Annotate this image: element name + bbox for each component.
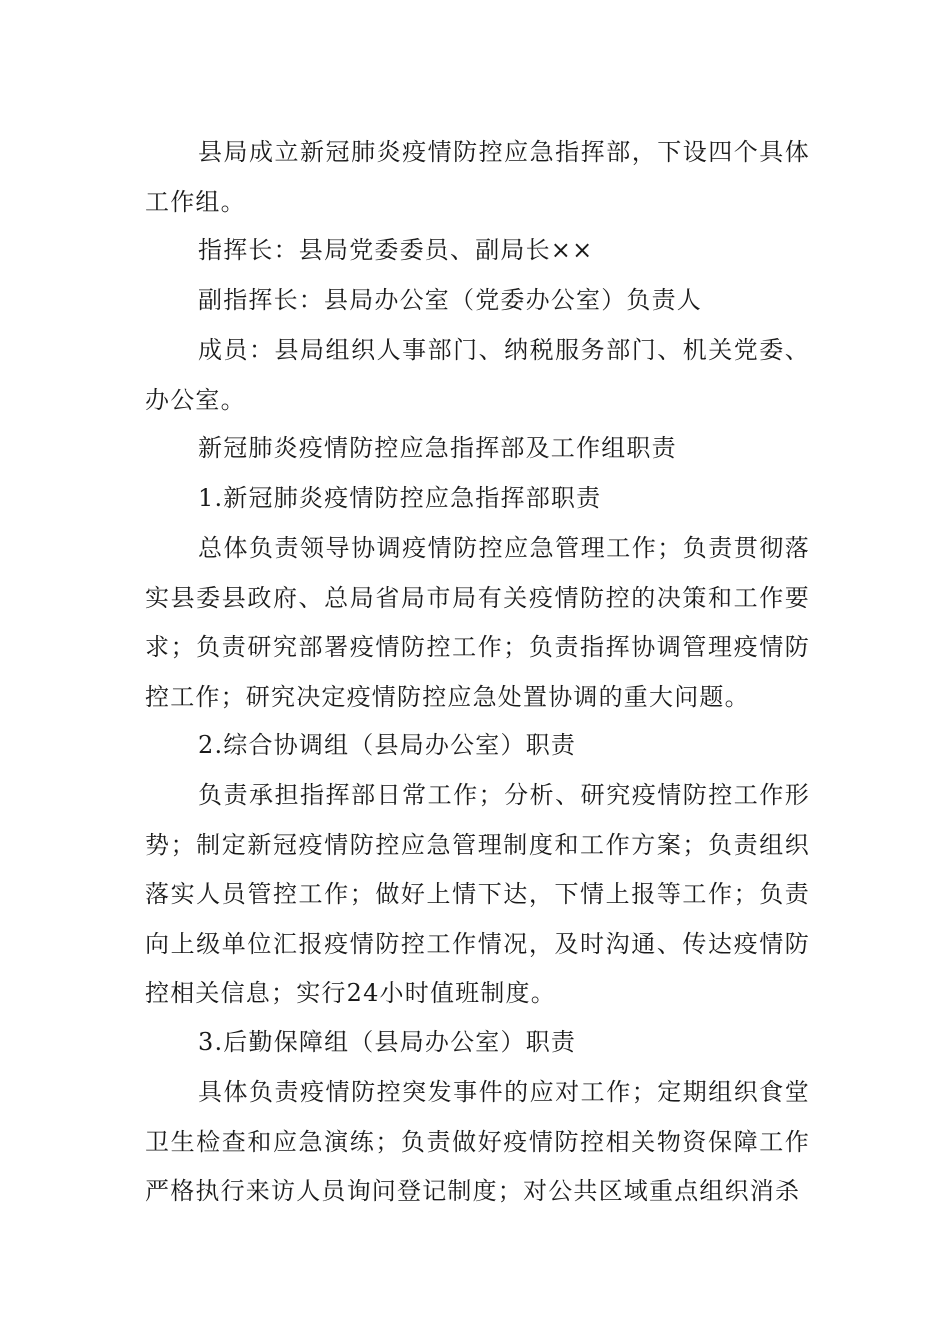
commander-line: 指挥长：县局党委委员、副局长×× [198,236,594,264]
duty-paragraph-3: 具体负责疫情防控突发事件的应对工作；定期组织食堂卫生检查和应急演练；负责做好疫情防控相关物资保障工作严格执行来访人员询问登记制度；对公共区域重点组织消杀 [145,1078,810,1205]
subheading-2: 2.综合协调组（县局办公室）职责 [198,731,577,759]
duty-paragraph-1: 总体负责领导协调疫情防控应急管理工作；负责贯彻落实县委县政府、总局省局市局有关疫情防控的决策和工作要求；负责研究部署疫情防控工作；负责指挥协调管理疫情防控工作；研究决定疫情防控应急处置协调的重大问题。 [145,534,810,711]
subheading-3: 3.后勤保障组（县局办公室）职责 [198,1028,577,1056]
subheading-1: 1.新冠肺炎疫情防控应急指挥部职责 [198,484,602,512]
members-paragraph: 成员：县局组织人事部门、纳税服务部门、机关党委、办公室。 [145,336,810,414]
deputy-commander-line: 副指挥长：县局办公室（党委办公室）负责人 [198,286,702,314]
duty-paragraph-2: 负责承担指挥部日常工作；分析、研究疫情防控工作形势；制定新冠疫情防控应急管理制度和工作方案；负责组织落实人员管控工作；做好上情下达，下情上报等工作；负责向上级单位汇报疫情防控工作情况，及时沟通、传达疫情防控相关信息；实行24小时值班制度。 [145,781,810,1007]
section-heading: 新冠肺炎疫情防控应急指挥部及工作组职责 [198,434,677,462]
intro-paragraph: 县局成立新冠肺炎疫情防控应急指挥部，下设四个具体工作组。 [145,138,810,216]
